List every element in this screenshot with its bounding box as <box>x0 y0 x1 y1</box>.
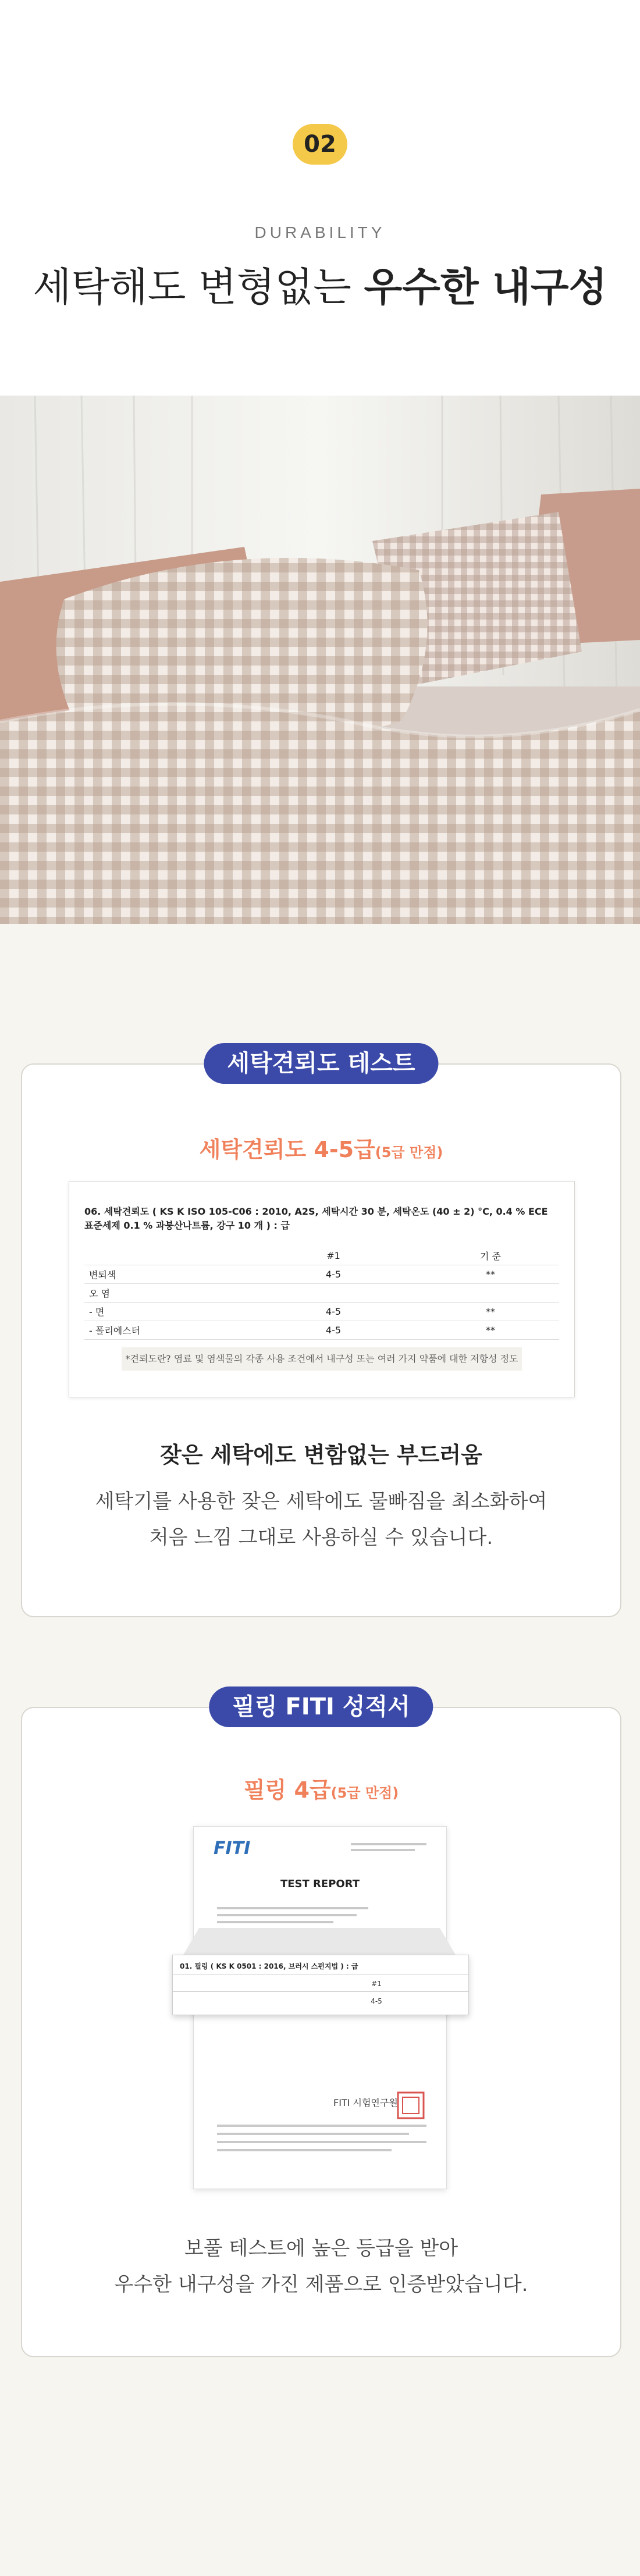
washing-result-table <box>84 1247 559 1340</box>
pilling-card-body <box>22 2230 620 2303</box>
table-row <box>84 1247 559 1265</box>
table-cell: 4-5 <box>245 1321 422 1340</box>
table-cell: ** <box>422 1265 559 1284</box>
report-title: TEST REPORT <box>280 1878 360 1890</box>
table-cell <box>245 1284 422 1303</box>
washing-test-pill: 세탁견뢰도 테스트 <box>204 1043 438 1084</box>
official-seal-icon <box>396 2091 425 2120</box>
section-headline <box>0 256 640 312</box>
table-cell: 4-5 <box>245 1265 422 1284</box>
washing-card-body <box>22 1483 620 1556</box>
headline-regular: 세탁해도 변형없는 <box>33 265 364 311</box>
pilling-test-pill: 필링 FITI 성적서 <box>209 1687 433 1727</box>
table-row <box>84 1284 559 1303</box>
table-cell: ** <box>422 1303 559 1321</box>
washing-grade <box>22 1132 620 1164</box>
section-eyebrow: DURABILITY <box>254 223 386 241</box>
table-cell: 변퇴색 <box>84 1265 245 1284</box>
headline-bold: 우수한 내구성 <box>364 265 607 311</box>
washing-card-title: 잦은 세탁에도 변함없는 부드러움 <box>160 1442 482 1468</box>
zoom-divider <box>173 1991 468 1992</box>
table-cell: 오 염 <box>84 1284 245 1303</box>
table-cell <box>422 1284 559 1303</box>
washing-fastness-card <box>21 1050 621 1617</box>
table-row <box>84 1265 559 1284</box>
washing-grade-main: 세탁견뢰도 4-5급 <box>199 1137 375 1162</box>
zoomed-result-strip <box>172 1955 469 2015</box>
washing-report-header: 06. 세탁견뢰도 ( KS K ISO 105-C06 : 2010, A2S, 세탁시간 30 분, 세탁온도 (40 ± 2) °C, 0.4 % ECE 표준세제 0.1 % 과붕산나트륨, 강구 10 개 ) : 급 <box>84 1206 548 1231</box>
table-cell: - 면 <box>84 1303 245 1321</box>
table-cell: - 폴리에스터 <box>84 1321 245 1340</box>
pilling-grade-main: 필링 4급 <box>243 1777 331 1803</box>
table-row <box>84 1321 559 1340</box>
bedding-illustration <box>0 396 640 924</box>
zoom-lens-shadow <box>183 1928 456 1956</box>
bedding-photo <box>0 396 640 924</box>
zoom-col-header: #1 <box>371 1980 382 1988</box>
pilling-grade-note: (5급 만점) <box>330 1785 399 1801</box>
table-cell <box>84 1247 245 1265</box>
zoom-value: 4-5 <box>371 1997 382 2005</box>
intro-section <box>0 0 640 390</box>
pilling-grade <box>22 1772 620 1804</box>
body-line: 세탁기를 사용한 잦은 세탁에도 물빠짐을 최소화하여 <box>95 1490 547 1513</box>
pilling-test-card <box>21 1693 621 2357</box>
fastness-definition-note: *견뢰도란? 염료 및 염색물의 각종 사용 조건에서 내구성 또는 여러 가지 약품에 대한 저항성 정도 <box>122 1347 522 1371</box>
section-number-badge: 02 <box>293 124 347 165</box>
body-line: 처음 느낌 그대로 사용하실 수 있습니다. <box>149 1526 493 1549</box>
table-col-header: #1 <box>245 1247 422 1265</box>
table-cell: 4-5 <box>245 1303 422 1321</box>
table-col-header: 기 준 <box>422 1247 559 1265</box>
zoom-header: 01. 필링 ( KS K 0501 : 2016, 브러시 스펀지법 ) : 급 <box>180 1962 358 1970</box>
body-line: 우수한 내구성을 가진 제품으로 인증받았습니다. <box>114 2273 528 2296</box>
washing-grade-note: (5급 만점) <box>375 1144 443 1161</box>
body-line: 보풀 테스트에 높은 등급을 받아 <box>184 2237 458 2260</box>
report-issuer: FITI 시험연구원 <box>333 2097 398 2108</box>
table-cell: ** <box>422 1321 559 1340</box>
washing-report-sheet <box>69 1181 575 1397</box>
table-row <box>84 1303 559 1321</box>
fiti-logo: FITI <box>214 1838 251 1859</box>
